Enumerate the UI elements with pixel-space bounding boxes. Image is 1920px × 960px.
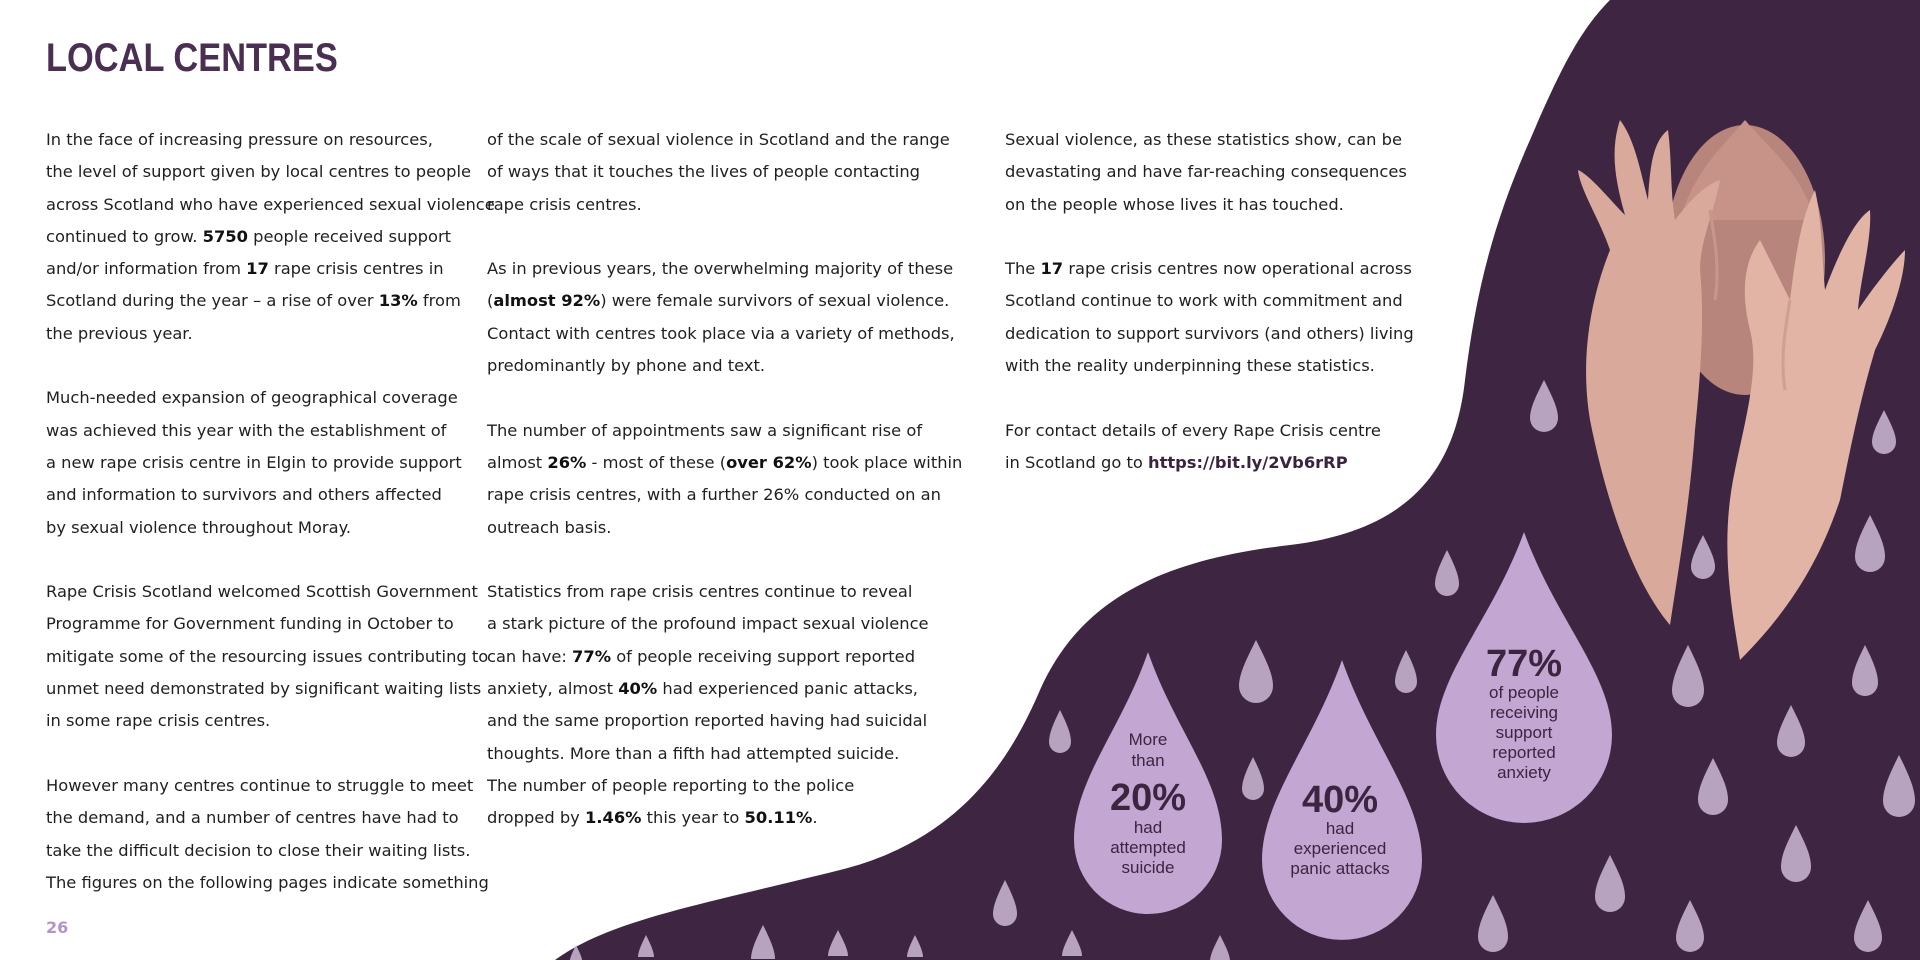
text-run: take the difficult decision to close their waiting lists. <box>46 840 471 860</box>
text-run: Statistics from rape crisis centres continue to reveal <box>487 582 913 602</box>
drop-panic-value: 40% <box>1301 779 1379 821</box>
text-line <box>46 415 466 447</box>
text-run: people received support <box>247 226 452 246</box>
drop-panic-bottom-2: experienced <box>1293 839 1387 858</box>
text-run: Contact with centres took place via a variety of methods, <box>487 323 955 343</box>
text-line <box>487 285 950 317</box>
text-line <box>487 318 955 350</box>
text-line <box>46 835 471 867</box>
text-line <box>46 576 478 608</box>
text-run: the demand, and a number of centres have had to <box>46 808 459 828</box>
drop-suicide-top-2: than <box>1131 751 1165 770</box>
text-line <box>487 576 927 608</box>
page-title: LOCAL CENTRES <box>46 36 338 80</box>
text-run: - most of these ( <box>586 452 727 472</box>
text-run: and/or information from <box>46 259 247 279</box>
text-line <box>46 641 489 673</box>
text-run: As in previous years, the overwhelming majority of these <box>487 259 954 279</box>
drop-anxiety-value: 77% <box>1485 643 1563 685</box>
text-run: rape crisis centres now operational across <box>1063 259 1412 279</box>
text-line <box>487 512 927 544</box>
text-run: predominantly by phone and text. <box>487 356 766 376</box>
bold-figure: 77% <box>572 646 612 666</box>
page-number: 26 <box>46 918 69 937</box>
bold-figure: 17 <box>246 259 269 279</box>
text-run: rape crisis centres, with a further 26% conducted on an <box>487 485 941 505</box>
text-run: Scotland continue to work with commitment and <box>1005 291 1403 311</box>
drop-suicide-bottom-2: attempted <box>1110 838 1186 857</box>
text-run: was achieved this year with the establishment of <box>46 420 447 440</box>
text-line <box>487 641 927 673</box>
text-line <box>1005 285 1405 317</box>
text-run: thoughts. More than a fifth had attempted suicide. <box>487 743 900 763</box>
text-run: of the scale of sexual violence in Scotland and the range <box>487 130 950 149</box>
text-line <box>1005 156 1405 188</box>
text-run: mitigate some of the resourcing issues contributing to <box>46 646 489 666</box>
text-run: . <box>812 808 818 828</box>
text-line <box>487 189 927 221</box>
contact-line-1: For contact details of every Rape Crisis centre <box>1005 420 1381 440</box>
drop-anxiety-bottom-2: receiving <box>1489 703 1559 722</box>
text-run: continued to grow. <box>46 226 203 246</box>
paragraph <box>487 124 950 221</box>
text-column-3 <box>1005 124 1414 479</box>
text-run: of people receiving support reported <box>611 646 916 666</box>
bold-figure: 5750 <box>202 226 248 246</box>
text-run: the level of support given by local centres to people <box>46 162 471 182</box>
text-run: ( <box>487 291 494 311</box>
text-line <box>46 770 474 802</box>
text-line <box>487 802 927 834</box>
text-run: outreach basis. <box>487 517 612 537</box>
text-run: However many centres continue to struggle to meet <box>46 775 474 795</box>
text-run: of ways that it touches the lives of people contacting <box>487 162 920 182</box>
text-line <box>46 802 466 834</box>
bold-figure: 17 <box>1040 259 1064 279</box>
text-run: dropped by <box>487 808 585 828</box>
text-line <box>487 124 950 156</box>
text-line <box>487 608 927 640</box>
text-run: Scotland during the year – a rise of over <box>46 291 379 311</box>
text-line <box>46 447 466 479</box>
text-run: almost <box>487 452 548 472</box>
text-line <box>46 382 466 414</box>
text-run: Much-needed expansion of geographical coverage <box>46 388 458 408</box>
bold-figure: 26% <box>547 452 587 472</box>
paragraph <box>46 124 495 350</box>
text-line <box>487 673 927 705</box>
text-run: anxiety, almost <box>487 679 619 699</box>
text-run: rape crisis centres. <box>487 194 642 214</box>
contact-prefix: in Scotland go to <box>1005 452 1148 472</box>
text-run: unmet need demonstrated by significant waiting lists <box>46 679 482 699</box>
text-run: Programme for Government funding in October to <box>46 614 454 634</box>
text-run: The number of people reporting to the police <box>487 775 855 795</box>
bold-figure: 40% <box>618 679 658 699</box>
bold-figure: almost 92% <box>493 291 601 311</box>
text-run: and information to survivors and others affected <box>46 485 442 505</box>
text-line <box>46 479 466 511</box>
paragraph <box>46 382 466 543</box>
text-line <box>46 318 466 350</box>
text-run: In the face of increasing pressure on resources, <box>46 130 433 149</box>
text-line <box>487 770 927 802</box>
text-line <box>487 479 941 511</box>
paragraph <box>487 415 963 544</box>
text-line <box>1005 189 1405 221</box>
text-line <box>46 124 466 156</box>
text-run: dedication to support survivors (and others) living <box>1005 323 1414 343</box>
text-line <box>487 415 927 447</box>
text-line <box>487 350 927 382</box>
text-line <box>46 253 466 285</box>
text-line <box>1005 253 1412 285</box>
text-run: with the reality underpinning these statistics. <box>1005 356 1375 376</box>
paragraph <box>487 576 927 834</box>
text-line <box>46 608 466 640</box>
text-line <box>487 447 963 479</box>
drop-anxiety-bottom-1: of people <box>1489 683 1559 702</box>
text-run: Rape Crisis Scotland welcomed Scottish Government <box>46 582 478 602</box>
drop-suicide-top-1: More <box>1128 730 1168 749</box>
bold-figure: over 62% <box>726 452 812 472</box>
rape-crisis-link[interactable]: https://bit.ly/2Vb6rRP <box>1147 452 1348 472</box>
paragraph <box>1005 253 1414 382</box>
text-column-1 <box>46 124 495 899</box>
contact-paragraph <box>1005 415 1405 480</box>
text-line <box>1005 124 1405 156</box>
text-run: can have: <box>487 646 573 666</box>
text-line <box>1005 350 1405 382</box>
bold-figure: 50.11% <box>744 808 813 828</box>
text-line <box>487 156 927 188</box>
drop-panic-bottom-1: had <box>1325 819 1355 838</box>
drop-panic-bottom-3: panic attacks <box>1290 859 1390 878</box>
drop-suicide-bottom-1: had <box>1133 818 1163 837</box>
text-line <box>1005 318 1414 350</box>
drop-anxiety-bottom-5: anxiety <box>1497 763 1551 782</box>
text-run: rape crisis centres in <box>268 259 444 279</box>
text-line <box>46 189 495 221</box>
text-line <box>46 221 466 253</box>
paragraph <box>487 253 955 382</box>
text-line <box>487 705 927 737</box>
paragraph <box>46 576 489 737</box>
text-run: the previous year. <box>46 323 193 343</box>
text-run: a stark picture of the profound impact sexual violence <box>487 614 929 634</box>
text-run: on the people whose lives it has touched. <box>1005 194 1344 214</box>
text-run: this year to <box>641 808 745 828</box>
text-column-2 <box>487 124 963 835</box>
bold-figure: 13% <box>378 291 418 311</box>
text-line <box>46 705 466 737</box>
text-run: ) took place within <box>811 452 963 472</box>
text-run: had experienced panic attacks, <box>657 679 918 699</box>
text-run: Sexual violence, as these statistics show, can be <box>1005 130 1402 149</box>
drop-suicide-value: 20% <box>1109 777 1187 819</box>
text-run: across Scotland who have experienced sexual violence <box>46 194 495 214</box>
text-run: a new rape crisis centre in Elgin to provide support <box>46 452 462 472</box>
paragraph <box>1005 124 1405 221</box>
bold-figure: 1.46% <box>584 808 642 828</box>
text-run: The figures on the following pages indicate something <box>46 872 489 892</box>
text-run: and the same proportion reported having had suicidal <box>487 711 928 731</box>
text-line <box>46 512 466 544</box>
paragraph <box>46 770 489 899</box>
text-run: ) were female survivors of sexual violence. <box>600 291 950 311</box>
text-run: in some rape crisis centres. <box>46 711 271 731</box>
drop-suicide-bottom-3: suicide <box>1121 858 1175 877</box>
text-run: devastating and have far-reaching consequences <box>1005 162 1407 182</box>
text-run: The number of appointments saw a significant rise of <box>487 420 923 440</box>
drop-anxiety-bottom-4: reported <box>1492 743 1556 762</box>
text-line <box>46 867 489 899</box>
text-run: from <box>417 291 461 311</box>
drop-anxiety-bottom-3: support <box>1495 723 1553 742</box>
text-run: by sexual violence throughout Moray. <box>46 517 352 537</box>
text-line <box>487 253 954 285</box>
text-run: The <box>1005 259 1041 279</box>
text-line <box>46 285 466 317</box>
text-line <box>46 156 471 188</box>
text-line <box>487 738 927 770</box>
contact-line-2 <box>1005 447 1405 479</box>
text-line <box>46 673 482 705</box>
